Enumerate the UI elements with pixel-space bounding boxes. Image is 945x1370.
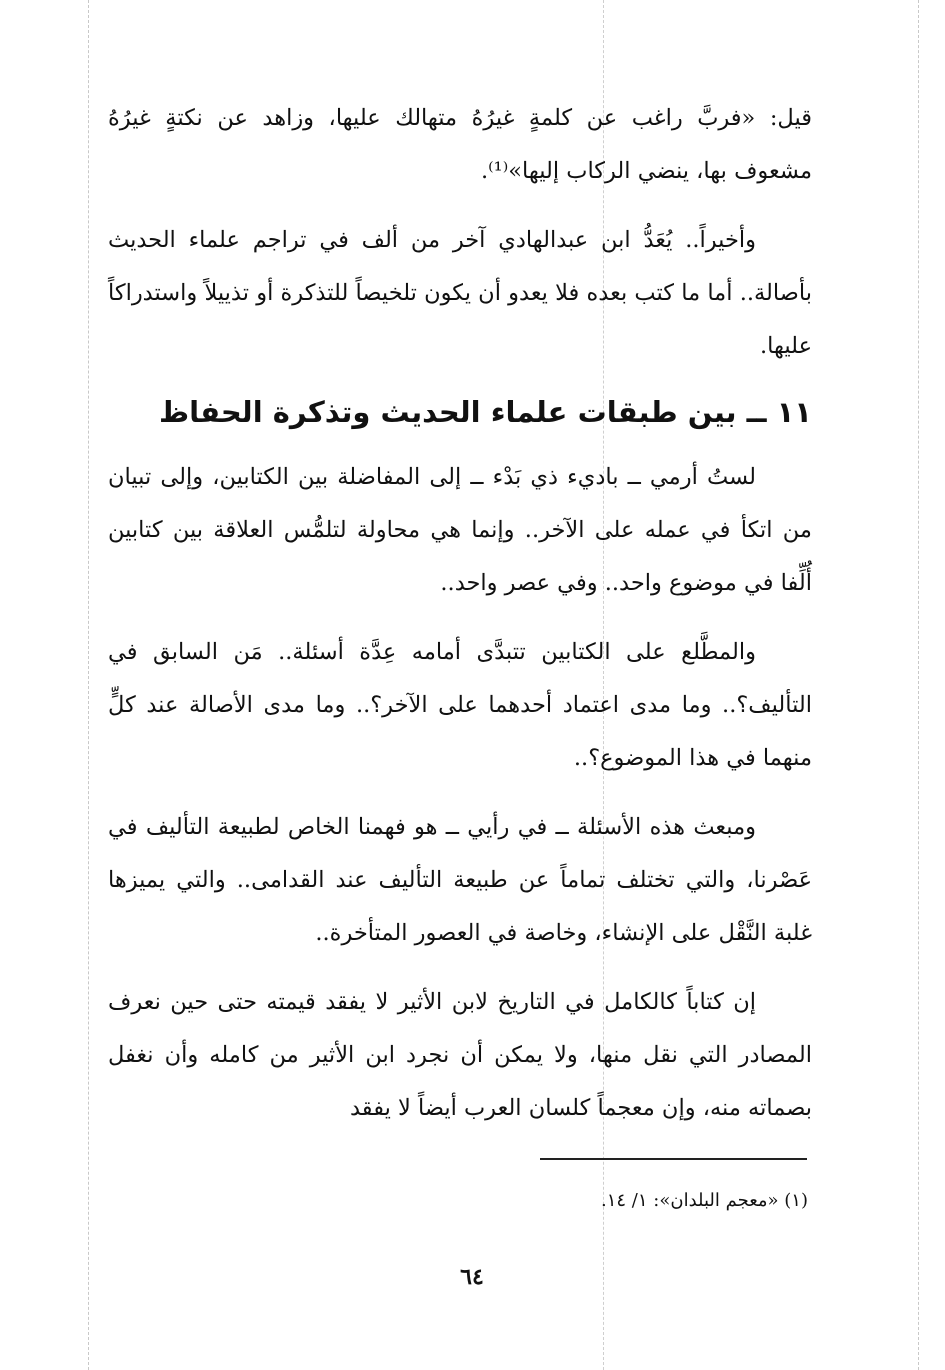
footnote: (١) «معجم البلدان»: ١/ ١٤. [601, 1190, 808, 1211]
section-paragraph: إن كتاباً كالكامل في التاريخ لابن الأثير لا يفقد قيمته حتى حين نعرف المصادر التي نقل منها، ولا يمكن أن نجرد ابن الأثير من كامله وأن نغفل بصماته منه، وإن معجماً كلسان العرب أيضاً لا يفقد [108, 989, 812, 1121]
page-number: ٦٤ [460, 1264, 484, 1290]
section-paragraph: لستُ أرمي ــ باديء ذي بَدْء ــ إلى المفاضلة بين الكتابين، وإلى تبيان من اتكأ في عمله على الآخر.. وإنما هي محاولة لتلمُّس العلاقة بين كتابين أُلِّفا في موضوع واحد.. وفي عصر واحد.. [108, 464, 812, 596]
scan-guide-line [88, 0, 89, 1370]
footnote-divider [540, 1158, 807, 1160]
section-paragraph: والمطَّلع على الكتابين تتبدَّى أمامه عِدَّة أسئلة.. مَن السابق في التأليف؟.. وما مدى اعتماد أحدهما على الآخر؟.. وما مدى الأصالة عند كلٍّ منهما في هذا الموضوع؟.. [108, 639, 812, 771]
conclusion-paragraph: وأخيراً.. يُعَدُّ ابن عبدالهادي آخر من ألف في تراجم علماء الحديث بأصالة.. أما ما كتب بعده فلا يعدو أن يكون تلخيصاً للتذكرة أو تذييلاً واستدراكاً عليها. [108, 227, 812, 359]
section-heading: ١١ ــ بين طبقات علماء الحديث وتذكرة الحفاظ [159, 395, 812, 429]
quote-paragraph: قيل: «فربَّ راغب عن كلمةٍ غيرُهُ متهالك عليها، وزاهد عن نكتةٍ غيرُهُ مشعوف بها، ينضي الركاب إليها»⁽¹⁾. [108, 105, 812, 184]
section-paragraph: ومبعث هذه الأسئلة ــ في رأيي ــ هو فهمنا الخاص لطبيعة التأليف في عَصْرنا، والتي تختلف تماماً عن طبيعة التأليف عند القدامى.. والتي يميزها غلبة النَّقْل على الإنشاء، وخاصة في العصور المتأخرة.. [108, 814, 812, 946]
scan-guide-line [918, 0, 919, 1370]
page-body [108, 92, 812, 1151]
